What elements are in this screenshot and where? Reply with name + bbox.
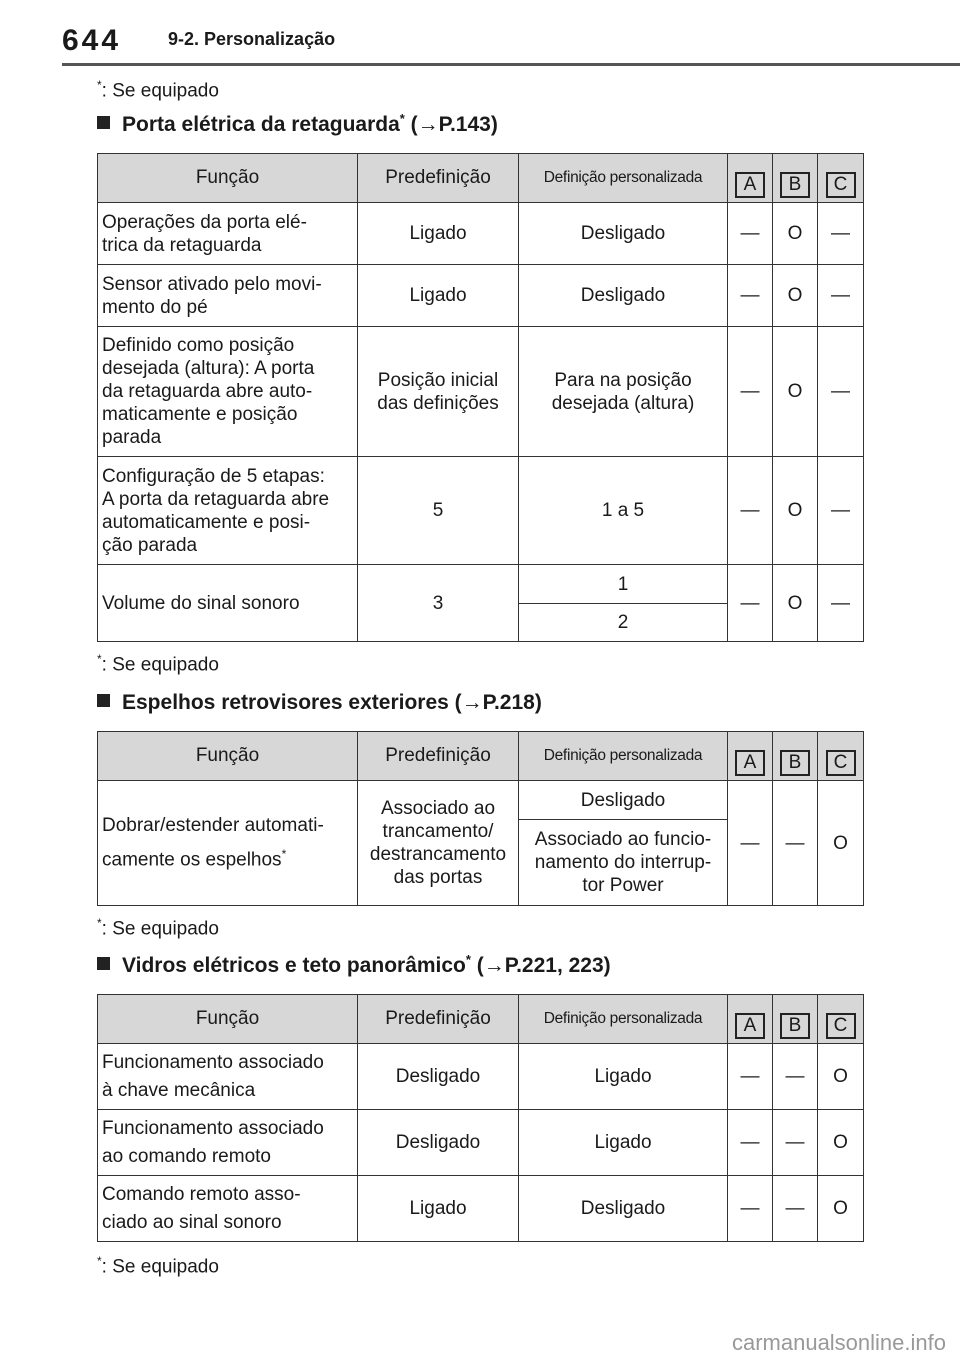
cell-personal: Desligado xyxy=(519,203,728,265)
cell-funcao: Sensor ativado pelo movi- mento do pé xyxy=(98,265,358,327)
bullet-square-icon xyxy=(97,116,110,129)
cell-funcao: Volume do sinal sonoro xyxy=(98,565,358,642)
cell-b: — xyxy=(773,1110,818,1176)
table-header-row xyxy=(98,154,864,203)
page-number: 644 xyxy=(62,24,122,57)
cell-c: — xyxy=(818,327,864,457)
cell-a: — xyxy=(728,327,773,457)
cell-a: — xyxy=(728,1044,773,1110)
cell-b: — xyxy=(773,1176,818,1242)
cell-a: — xyxy=(728,1176,773,1242)
cell-funcao: Dobrar/estender automati- camente os espelhos* xyxy=(98,781,358,906)
col-funcao: Função xyxy=(98,154,358,203)
table-header-row xyxy=(98,995,864,1044)
c-box-icon: C xyxy=(826,172,856,198)
cell-funcao: Definido como posição desejada (altura): A porta da retaguarda abre auto- maticamente e posição parada xyxy=(98,327,358,457)
heading-porta-eletrica: Porta elétrica da retaguarda* (→P.143) xyxy=(97,111,498,137)
col-c xyxy=(818,154,864,203)
cell-c: — xyxy=(818,565,864,642)
c-box-icon: C xyxy=(826,1013,856,1039)
b-box-icon: B xyxy=(780,750,810,776)
b-box-icon: B xyxy=(780,172,810,198)
cell-personal: Ligado xyxy=(519,1110,728,1176)
heading-vidros: Vidros elétricos e teto panorâmico* (→P.221, 223) xyxy=(97,952,611,978)
cell-predef: Ligado xyxy=(358,203,519,265)
table-row xyxy=(98,457,864,565)
cell-personal-split xyxy=(519,781,728,906)
table-row xyxy=(98,327,864,457)
col-funcao: Função xyxy=(98,995,358,1044)
cell-personal-split xyxy=(519,565,728,642)
cell-a: — xyxy=(728,565,773,642)
table-row xyxy=(98,265,864,327)
table-row xyxy=(98,1044,864,1110)
cell-funcao: Operações da porta elé- trica da retaguarda xyxy=(98,203,358,265)
cell-predef: 3 xyxy=(358,565,519,642)
cell-b: O xyxy=(773,265,818,327)
cell-c: O xyxy=(818,781,864,906)
watermark: carmanualsonline.info xyxy=(731,1330,946,1355)
cell-c: O xyxy=(818,1110,864,1176)
table-row xyxy=(98,1110,864,1176)
cell-funcao: Funcionamento associado à chave mecânica xyxy=(98,1044,358,1110)
cell-personal-part: 1 xyxy=(617,573,629,595)
col-predefinicao: Predefinição xyxy=(358,995,519,1044)
a-box-icon: A xyxy=(735,1013,765,1039)
c-box-icon: C xyxy=(826,750,856,776)
col-c xyxy=(818,732,864,781)
cell-predef: Ligado xyxy=(358,1176,519,1242)
cell-personal: Desligado xyxy=(519,1176,728,1242)
cell-personal: Desligado xyxy=(519,265,728,327)
cell-c: — xyxy=(818,457,864,565)
cell-personal-part: 2 xyxy=(519,603,727,641)
cell-c: — xyxy=(818,265,864,327)
cell-c: O xyxy=(818,1176,864,1242)
bullet-square-icon xyxy=(97,957,110,970)
bullet-square-icon xyxy=(97,694,110,707)
header-rule xyxy=(62,63,960,66)
col-personalizada: Definição personalizada xyxy=(519,732,728,781)
cell-predef: Associado ao trancamento/ destrancamento das portas xyxy=(358,781,519,906)
col-funcao: Função xyxy=(98,732,358,781)
cell-b: O xyxy=(773,457,818,565)
cell-c: — xyxy=(818,203,864,265)
cell-b: O xyxy=(773,327,818,457)
table-header-row xyxy=(98,732,864,781)
cell-predef: 5 xyxy=(358,457,519,565)
cell-b: — xyxy=(773,781,818,906)
cell-a: — xyxy=(728,265,773,327)
footnote: *: Se equipado xyxy=(97,78,219,102)
a-box-icon: A xyxy=(735,172,765,198)
col-a xyxy=(728,995,773,1044)
col-a xyxy=(728,732,773,781)
col-predefinicao: Predefinição xyxy=(358,154,519,203)
cell-predef: Desligado xyxy=(358,1044,519,1110)
table-vidros xyxy=(97,994,864,1242)
cell-predef: Ligado xyxy=(358,265,519,327)
table-porta-eletrica xyxy=(97,153,864,642)
col-b xyxy=(773,732,818,781)
b-box-icon: B xyxy=(780,1013,810,1039)
cell-a: — xyxy=(728,203,773,265)
cell-personal: Para na posição desejada (altura) xyxy=(519,327,728,457)
cell-funcao: Comando remoto asso- ciado ao sinal sonoro xyxy=(98,1176,358,1242)
cell-funcao: Configuração de 5 etapas: A porta da retaguarda abre automaticamente e posi- ção parada xyxy=(98,457,358,565)
cell-c: O xyxy=(818,1044,864,1110)
col-a xyxy=(728,154,773,203)
col-predefinicao: Predefinição xyxy=(358,732,519,781)
table-espelhos xyxy=(97,731,864,906)
cell-b: — xyxy=(773,1044,818,1110)
cell-personal: 1 a 5 xyxy=(519,457,728,565)
col-b xyxy=(773,995,818,1044)
section-title: 9-2. Personalização xyxy=(168,29,336,49)
col-personalizada: Definição personalizada xyxy=(519,154,728,203)
col-personalizada: Definição personalizada xyxy=(519,995,728,1044)
table-row xyxy=(98,203,864,265)
cell-a: — xyxy=(728,457,773,565)
cell-predef: Posição inicial das definições xyxy=(358,327,519,457)
cell-b: O xyxy=(773,203,818,265)
cell-predef: Desligado xyxy=(358,1110,519,1176)
cell-personal-part: Desligado xyxy=(580,789,666,811)
col-b xyxy=(773,154,818,203)
table-row xyxy=(98,781,864,906)
footnote: *: Se equipado xyxy=(97,916,219,940)
cell-personal-part: Associado ao funcio- namento do interrup- tor Power xyxy=(519,819,727,905)
a-box-icon: A xyxy=(735,750,765,776)
col-c xyxy=(818,995,864,1044)
cell-personal: Ligado xyxy=(519,1044,728,1110)
cell-a: — xyxy=(728,781,773,906)
footnote: *: Se equipado xyxy=(97,1254,219,1278)
table-row xyxy=(98,565,864,642)
heading-espelhos: Espelhos retrovisores exteriores (→P.218) xyxy=(97,691,542,715)
cell-funcao: Funcionamento associado ao comando remoto xyxy=(98,1110,358,1176)
cell-a: — xyxy=(728,1110,773,1176)
footnote: *: Se equipado xyxy=(97,652,219,676)
table-row xyxy=(98,1176,864,1242)
cell-b: O xyxy=(773,565,818,642)
